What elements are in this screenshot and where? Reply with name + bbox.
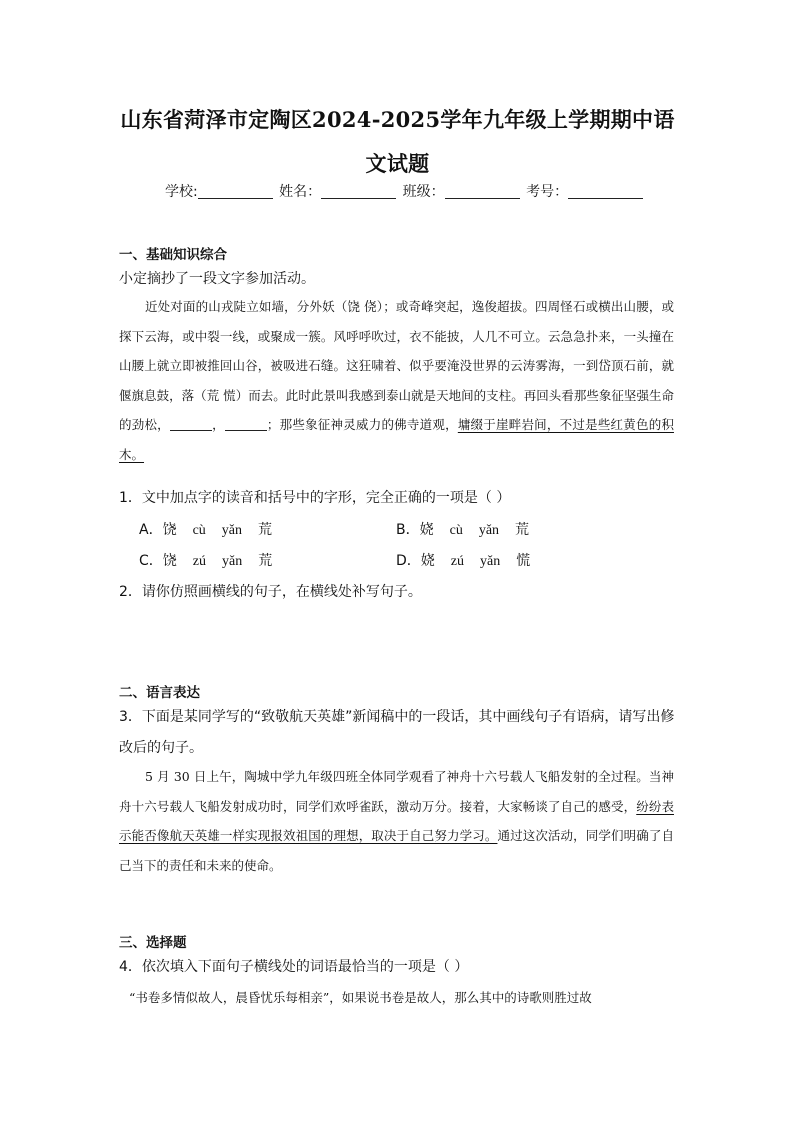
section-3-passage: “书卷多情似故人，晨昏忧乐每相亲”，如果说书卷是故人，那么其中的诗歌则胜过故 — [129, 990, 592, 1005]
section-1-passage — [119, 292, 674, 469]
class-label: 班级： — [402, 184, 445, 200]
school-blank[interactable] — [198, 184, 273, 199]
section-2-passage — [119, 762, 674, 880]
option-c[interactable] — [139, 550, 288, 570]
passage-blank-2[interactable] — [225, 418, 267, 431]
question-3-line-2: 改后的句子。 — [119, 740, 203, 756]
news-text-b: 通过这次活动，同学们明确了自己当下的责任和未来的使命。 — [119, 828, 674, 873]
option-b-char: 荒 — [515, 522, 530, 538]
number-label: 考号： — [526, 184, 569, 200]
option-a-pinyin-2: yǎn — [221, 523, 243, 538]
option-b-label: B．娆 — [396, 522, 434, 538]
option-d-label: D．娆 — [396, 553, 435, 569]
news-underlined-sentence: 纷纷表示能否像航天英雄一样实现报效祖国的理想，取决于自己努力学习。 — [119, 798, 674, 843]
option-d[interactable] — [396, 550, 546, 570]
school-label: 学校: — [165, 184, 198, 200]
section-3-heading: 三、选择题 — [119, 935, 187, 951]
name-label: 姓名： — [279, 184, 322, 200]
option-c-char: 荒 — [258, 553, 273, 569]
option-a-label: A．饶 — [139, 522, 177, 538]
passage-blank-1[interactable] — [170, 418, 212, 431]
news-text-a: 5 月 30 日上午，陶城中学九年级四班全体同学观看了神舟十六号载人飞船发射的全过程。当神舟十六号载人飞船发射成功时，同学们欢呼雀跃，激动万分。接着，大家畅谈了自己的感受， — [119, 769, 674, 814]
question-2: 2．请你仿照画横线的句子，在横线处补写句子。 — [119, 584, 422, 600]
option-a-char: 荒 — [258, 522, 273, 538]
option-c-pinyin-1: zú — [192, 554, 206, 569]
section-1-intro: 小定摘抄了一段文字参加活动。 — [119, 271, 315, 287]
option-c-pinyin-2: yǎn — [222, 554, 243, 569]
name-blank[interactable] — [321, 184, 396, 199]
option-a-pinyin-1: cù — [192, 523, 206, 538]
passage-text-a: 近处对面的山戎陡立如墙，分外妖（饶 侥）；或奇峰突起，逸俊超拔。四周怪石或横出山腰，或探下云海，或中裂一线，或聚成一簇。风呼呼吹过，衣不能披，人几不可立。云急急扑来，一头撞在山腰上就立即被推回山谷，被吸进石缝。这狂啸着、似乎要淹没世界的云涛雾海，一到岱顶石前，就偃旗息鼓，落（荒 慌）而去。此时此景叫我感到泰山就是天地间的支柱。再回头看那些象征坚强生命的劲松， — [119, 299, 674, 432]
option-b-pinyin-2: yǎn — [478, 523, 500, 538]
option-d-pinyin-2: yǎn — [480, 554, 501, 569]
option-c-label: C．饶 — [139, 553, 177, 569]
section-2-heading: 二、语言表达 — [119, 685, 200, 701]
option-b-pinyin-1: cù — [449, 523, 463, 538]
question-1: 1．文中加点字的读音和括号中的字形，完全正确的一项是（ ） — [119, 490, 511, 506]
option-a[interactable] — [139, 519, 288, 539]
student-info-row — [165, 181, 645, 201]
page-title: 山东省菏泽市定陶区2024-2025学年九年级上学期期中语文试题 — [120, 107, 675, 176]
option-b[interactable] — [396, 519, 545, 539]
number-blank[interactable] — [568, 184, 643, 199]
passage-text-b: ；那些象征神灵威力的佛寺道观， — [266, 417, 458, 432]
option-d-char: 慌 — [516, 553, 531, 569]
class-blank[interactable] — [445, 184, 520, 199]
section-1-heading: 一、基础知识综合 — [119, 247, 227, 263]
option-d-pinyin-1: zú — [450, 554, 464, 569]
question-4: 4．依次填入下面句子横线处的词语最恰当的一项是（ ） — [119, 959, 469, 975]
passage-sep: ， — [211, 417, 225, 432]
question-3-line-1: 3．下面是某同学写的“致敬航天英雄”新闻稿中的一段话，其中画线句子有语病，请写出修 — [119, 709, 675, 725]
passage-underlined-sentence: 墉缀于崖畔岩间，不过是些红黄色的积木。 — [119, 417, 674, 462]
